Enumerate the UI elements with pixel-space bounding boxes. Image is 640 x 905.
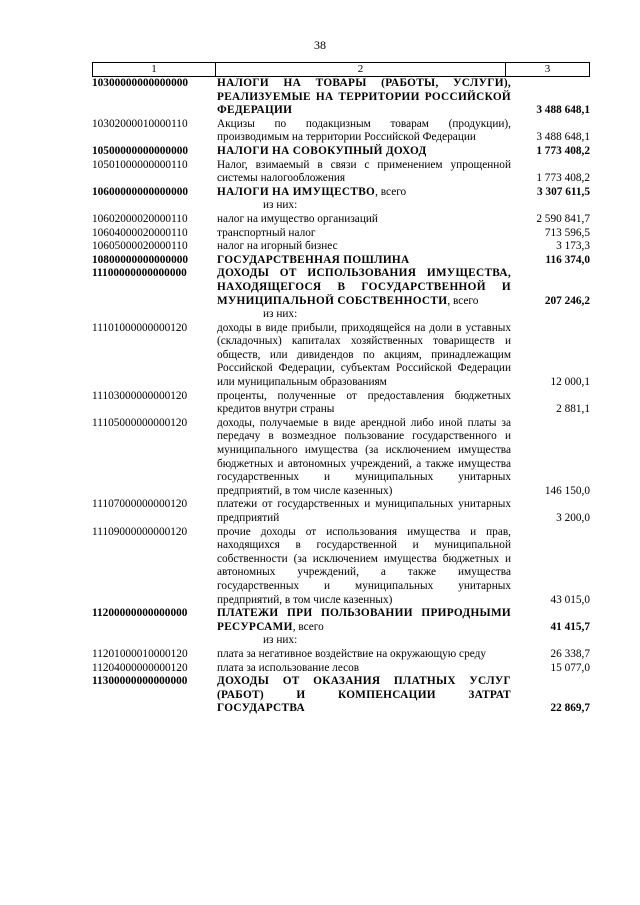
row-value: 15 077,0 [550, 661, 590, 674]
row-value: 3 307 611,5 [536, 185, 590, 198]
row-description [215, 498, 511, 525]
row-code: 11103000000000120 [92, 389, 188, 402]
row-description [215, 145, 511, 159]
row-value: 12 000,1 [550, 376, 590, 389]
table-row [92, 145, 590, 159]
row-description-text: транспортный налог [217, 226, 316, 239]
row-value: 2 881,1 [556, 403, 590, 416]
row-value: 1 773 408,2 [536, 144, 590, 157]
row-description-text: НАЛОГИ НА ИМУЩЕСТВО [217, 185, 376, 198]
row-description-text: доходы в виде прибыли, приходящейся на доли в уставных (складочных) капиталах хозяйственных товариществ и обществ, или дивидендов по акциям, принадлежащим Российской Федерации, субъектам Российской Федерации или муниципальным образованиям [217, 321, 511, 389]
row-code: 10604000020000110 [92, 226, 188, 239]
row-description [215, 634, 511, 648]
header-col-3: 3 [544, 63, 551, 75]
row-description [215, 390, 511, 417]
row-description-text: НАЛОГИ НА СОВОКУПНЫЙ ДОХОД [217, 144, 427, 157]
row-value: 3 173,3 [556, 240, 590, 253]
row-description [215, 526, 511, 608]
table-row [92, 662, 590, 676]
page-number: 38 [314, 38, 326, 52]
row-description [215, 417, 511, 499]
row-description-text: ДОХОДЫ ОТ ОКАЗАНИЯ ПЛАТНЫХ УСЛУГ (РАБОТ) И КОМПЕНСАЦИИ ЗАТРАТ ГОСУДАРСТВА [217, 675, 511, 715]
row-code: 10605000020000110 [92, 240, 188, 253]
row-description-text: НАЛОГИ НА ТОВАРЫ (РАБОТЫ, УСЛУГИ), РЕАЛИЗУЕМЫЕ НА ТЕРРИТОРИИ РОССИЙСКОЙ ФЕДЕРАЦИИ [217, 77, 511, 117]
row-description [215, 662, 511, 676]
row-description [215, 186, 511, 200]
row-value: 207 246,2 [544, 294, 590, 307]
row-description-suffix: , всего [292, 620, 324, 633]
table-row [92, 159, 590, 186]
row-description-text: ДОХОДЫ ОТ ИСПОЛЬЗОВАНИЯ ИМУЩЕСТВА, НАХОДЯЩЕГОСЯ В ГОСУДАРСТВЕННОЙ И МУНИЦИПАЛЬНОЙ СОБСТВЕННОСТИ [217, 267, 511, 307]
row-description-text: плата за использование лесов [217, 661, 360, 674]
row-value: 26 338,7 [550, 647, 590, 660]
row-code: 11105000000000120 [92, 416, 188, 429]
row-value: 116 374,0 [545, 253, 590, 266]
table-row [92, 240, 590, 254]
table-row [92, 186, 590, 200]
table-row [92, 498, 590, 525]
header-col-1: 1 [93, 63, 216, 76]
row-code: 11300000000000000 [92, 675, 188, 688]
table-row [92, 675, 590, 716]
row-code: 11204000000000120 [92, 661, 188, 674]
table-header [92, 62, 590, 77]
table-row [92, 77, 590, 118]
row-description [215, 675, 511, 716]
row-description [215, 254, 511, 268]
row-code: 11101000000000120 [92, 321, 188, 334]
row-description [215, 607, 511, 634]
row-description-text: из них: [263, 634, 298, 647]
row-description-text: прочие доходы от использования имущества и прав, находящихся в государственной и муниципальной собственности (за исключением имущества бюджетных и автономных учреждений, а также имущества государственных и муниципальных унитарных предприятий, в том числе казенных) [217, 525, 511, 606]
row-value: 43 015,0 [550, 593, 590, 606]
row-code: 11109000000000120 [92, 525, 188, 538]
row-value: 713 596,5 [544, 226, 590, 239]
row-code: 10501000000000110 [92, 158, 188, 171]
row-description [215, 159, 511, 186]
row-description [215, 322, 511, 390]
table-row [92, 417, 590, 499]
table-row [92, 322, 590, 390]
row-description-text: налог на игорный бизнес [217, 240, 338, 253]
table-row [92, 308, 590, 322]
row-description [215, 77, 511, 118]
table-row [92, 648, 590, 662]
row-code: 10500000000000000 [92, 144, 189, 157]
table-row [92, 118, 590, 145]
row-description-text: ПЛАТЕЖИ ПРИ ПОЛЬЗОВАНИИ ПРИРОДНЫМИ РЕСУРСАМИ [217, 607, 511, 633]
row-description-text: платежи от государственных и муниципальных унитарных предприятий [217, 498, 511, 524]
row-description [215, 213, 511, 227]
row-value: 41 415,7 [550, 620, 590, 633]
row-description [215, 227, 511, 241]
header-col-2: 2 [216, 63, 506, 76]
row-description [215, 240, 511, 254]
row-code: 11107000000000120 [92, 498, 188, 511]
row-code: 10302000010000110 [92, 117, 188, 130]
table-row [92, 199, 590, 213]
row-description-text: Налог, взимаемый в связи с применением упрощенной системы налогообложения [217, 158, 511, 185]
table-row [92, 227, 590, 241]
row-value: 3 488 648,1 [536, 104, 590, 117]
row-code: 11200000000000000 [92, 607, 188, 620]
row-description-text: из них: [263, 199, 298, 212]
table-row [92, 607, 590, 634]
row-description [215, 118, 511, 145]
row-description-text: проценты, полученные от предоставления бюджетных кредитов внутри страны [217, 389, 511, 416]
row-description-text: из них: [263, 308, 298, 321]
table-row [92, 634, 590, 648]
row-code: 10800000000000000 [92, 253, 189, 266]
row-value: 22 869,7 [550, 702, 590, 715]
revenue-table [92, 77, 590, 716]
row-value: 3 200,0 [556, 512, 590, 524]
row-description [215, 308, 511, 322]
row-description [215, 267, 511, 308]
row-code: 10300000000000000 [92, 77, 189, 89]
row-description [215, 648, 511, 662]
table-row [92, 213, 590, 227]
row-code: 11100000000000000 [92, 267, 187, 280]
row-description-suffix: , всего [447, 294, 479, 307]
row-code: 10602000020000110 [92, 212, 188, 225]
row-description-text: ГОСУДАРСТВЕННАЯ ПОШЛИНА [217, 253, 410, 266]
table-row [92, 254, 590, 268]
table-row [92, 267, 590, 308]
row-description [215, 199, 511, 213]
row-description-suffix: , всего [375, 185, 407, 198]
row-code: 10600000000000000 [92, 185, 189, 198]
row-description-text: плата за негативное воздействие на окружающую среду [217, 647, 486, 660]
row-value: 3 488 648,1 [536, 131, 590, 144]
row-description-text: доходы, получаемые в виде арендной либо иной платы за передачу в возмездное пользование государственного и муниципального имущества (за исключением имущества бюджетных и автономных учреждений, а также имущества государственных и муниципальных унитарных предприятий, в том числе казенных) [217, 416, 511, 497]
row-description-text: Акцизы по подакцизным товарам (продукции), производимым на территории Российской Федерации [217, 117, 511, 144]
table-row [92, 526, 590, 608]
row-code: 11201000010000120 [92, 647, 188, 660]
table-row [92, 390, 590, 417]
row-value: 146 150,0 [544, 484, 590, 497]
row-value: 2 590 841,7 [536, 212, 590, 225]
row-description-text: налог на имущество организаций [217, 212, 378, 225]
row-value: 1 773 408,2 [536, 172, 590, 185]
